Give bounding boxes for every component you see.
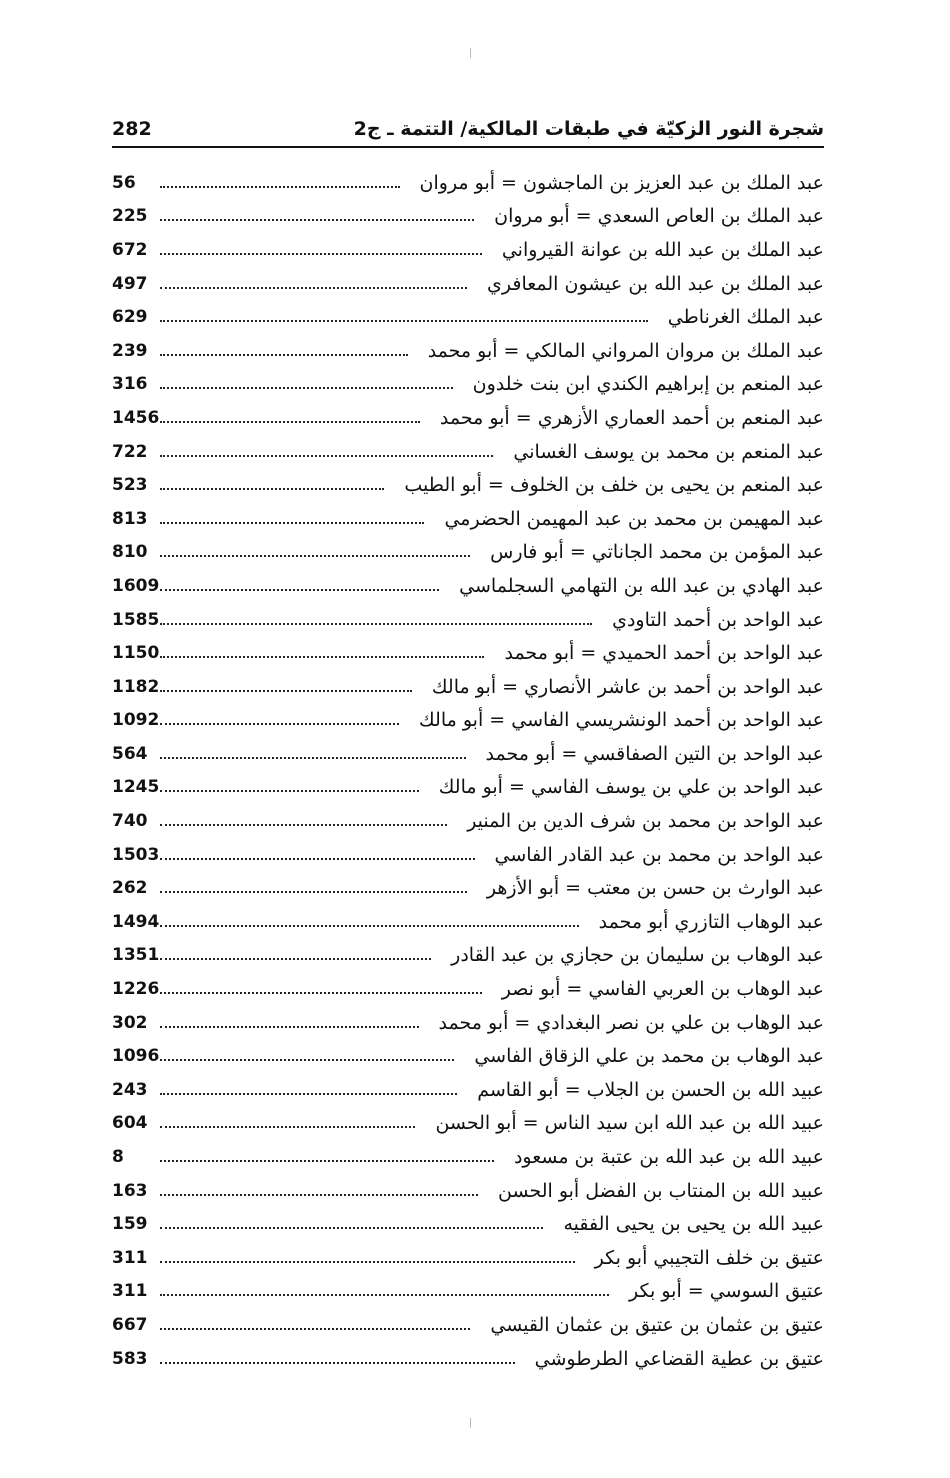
dot-leader <box>160 387 453 389</box>
dot-leader <box>160 1362 515 1364</box>
entry-page-number: 564 <box>112 743 148 764</box>
entry-name: عبد المنعم بن محمد بن يوسف الغساني <box>513 440 824 463</box>
entry-name: عتيق السوسي = أبو بكر <box>629 1280 824 1303</box>
index-entry <box>112 737 824 771</box>
dot-leader <box>160 354 408 356</box>
index-entry <box>112 233 824 267</box>
entry-name: عبيد الله بن عبد الله بن عتبة بن مسعود <box>513 1146 824 1169</box>
entry-page-number: 1503 <box>112 844 160 865</box>
entry-name: عبد الوهاب بن محمد بن علي الزقاق الفاسي <box>474 1045 824 1068</box>
entry-page-number: 604 <box>112 1113 148 1134</box>
entry-name: عبيد الله بن عبد الله ابن سيد الناس = أبو الحسن <box>435 1112 824 1135</box>
scan-mark-bottom <box>470 1418 471 1428</box>
entry-name: عبد الواحد بن محمد بن شرف الدين بن المنير <box>467 810 824 833</box>
dot-leader <box>160 320 648 322</box>
entry-name: عبد الواحد بن أحمد الحميدي = أبو محمد <box>504 642 824 665</box>
index-entry <box>112 636 824 670</box>
entry-page-number: 56 <box>112 172 136 193</box>
index-entry <box>112 838 824 872</box>
index-entry <box>112 1006 824 1040</box>
entry-name: عبد الملك بن العاص السعدي = أبو مروان <box>494 205 824 228</box>
index-entry <box>112 804 824 838</box>
entry-page-number: 262 <box>112 878 148 899</box>
entry-name: عبد الوهاب بن سليمان بن حجازي بن عبد القادر <box>451 944 824 967</box>
index-entry <box>112 972 824 1006</box>
entry-name: عبيد الله بن المنتاب بن الفضل أبو الحسن <box>498 1179 824 1202</box>
index-entry <box>112 401 824 435</box>
index-entry <box>112 435 824 469</box>
index-entry <box>112 704 824 738</box>
entry-page-number: 629 <box>112 307 148 328</box>
entry-name: عبد الوارث بن حسن بن معتب = أبو الأزهر <box>486 877 824 900</box>
entry-page-number: 1182 <box>112 676 160 697</box>
dot-leader <box>160 656 484 658</box>
entry-page-number: 311 <box>112 1281 148 1302</box>
dot-leader <box>160 1194 478 1196</box>
dot-leader <box>160 958 431 960</box>
index-entry <box>112 871 824 905</box>
entry-name: عبد المؤمن بن محمد الجاناتي = أبو فارس <box>490 541 824 564</box>
dot-leader <box>160 757 466 759</box>
dot-leader <box>160 1261 575 1263</box>
dot-leader <box>160 858 475 860</box>
entry-page-number: 239 <box>112 340 148 361</box>
entry-page-number: 8 <box>112 1147 124 1168</box>
dot-leader <box>160 1126 415 1128</box>
dot-leader <box>160 287 467 289</box>
entry-page-number: 159 <box>112 1214 148 1235</box>
index-entry <box>112 166 824 200</box>
dot-leader <box>160 1059 454 1061</box>
index-entry <box>112 468 824 502</box>
index-entry <box>112 368 824 402</box>
entry-name: عتيق بن خلف التجيبي أبو بكر <box>594 1246 824 1269</box>
index-entry <box>112 1140 824 1174</box>
entry-name: عبد الواحد بن محمد بن عبد القادر الفاسي <box>494 843 824 866</box>
dot-leader <box>160 1026 419 1028</box>
entry-page-number: 722 <box>112 441 148 462</box>
entry-page-number: 225 <box>112 206 148 227</box>
dot-leader <box>160 1093 457 1095</box>
dot-leader <box>160 690 412 692</box>
entry-page-number: 1585 <box>112 609 160 630</box>
entry-page-number: 1351 <box>112 945 160 966</box>
entry-page-number: 163 <box>112 1180 148 1201</box>
scan-mark-top <box>470 48 471 58</box>
index-entry <box>112 1174 824 1208</box>
index-entry <box>112 905 824 939</box>
index-entry <box>112 1342 824 1376</box>
entry-name: عبد الواحد بن أحمد بن عاشر الأنصاري = أبو مالك <box>431 675 824 698</box>
entry-name: عبد الملك بن عبد الله بن عوانة القيرواني <box>501 238 824 261</box>
entry-name: عبد الواحد بن أحمد التاودي <box>612 608 824 631</box>
index-entry <box>112 1073 824 1107</box>
dot-leader <box>160 1328 470 1330</box>
index-entry <box>112 334 824 368</box>
dot-leader <box>160 421 420 423</box>
dot-leader <box>160 1160 494 1162</box>
dot-leader <box>160 488 384 490</box>
entry-page-number: 1609 <box>112 575 160 596</box>
index-entry <box>112 771 824 805</box>
entry-page-number: 1494 <box>112 911 160 932</box>
dot-leader <box>160 219 474 221</box>
entry-name: عبد المنعم بن يحيى بن خلف بن الخلوف = أبو الطيب <box>404 474 824 497</box>
entry-name: عبد المنعم بن أحمد العماري الأزهري = أبو محمد <box>439 406 824 429</box>
entry-page-number: 813 <box>112 508 148 529</box>
entry-page-number: 1150 <box>112 643 160 664</box>
index-entry <box>112 536 824 570</box>
entry-name: عتيق بن عطية القضاعي الطرطوشي <box>534 1347 824 1370</box>
dot-leader <box>160 589 439 591</box>
index-entry <box>112 200 824 234</box>
dot-leader <box>160 925 579 927</box>
dot-leader <box>160 1227 543 1229</box>
entry-name: عبد الملك بن مروان المرواني المالكي = أبو محمد <box>427 339 824 362</box>
dot-leader <box>160 455 493 457</box>
entry-page-number: 1456 <box>112 407 160 428</box>
entry-page-number: 810 <box>112 542 148 563</box>
entry-page-number: 1245 <box>112 777 160 798</box>
dot-leader <box>160 623 592 625</box>
index-list <box>112 166 824 1375</box>
page-header <box>112 112 824 148</box>
index-entry <box>112 300 824 334</box>
dot-leader <box>160 253 482 255</box>
index-entry <box>112 603 824 637</box>
entry-page-number: 316 <box>112 374 148 395</box>
entry-name: عبد المهيمن بن محمد بن عبد المهيمن الحضرمي <box>444 507 824 530</box>
index-entry <box>112 939 824 973</box>
entry-page-number: 583 <box>112 1348 148 1369</box>
entry-page-number: 497 <box>112 273 148 294</box>
entry-name: عبيد الله بن الحسن بن الجلاب = أبو القاسم <box>477 1078 824 1101</box>
index-entry <box>112 1241 824 1275</box>
entry-name: عبد الواحد بن علي بن يوسف الفاسي = أبو مالك <box>438 776 824 799</box>
dot-leader <box>160 891 467 893</box>
index-entry <box>112 1107 824 1141</box>
index-entry <box>112 267 824 301</box>
index-entry <box>112 1039 824 1073</box>
index-entry <box>112 1207 824 1241</box>
dot-leader <box>160 522 424 524</box>
entry-name: عبد الملك بن عبد الله بن عيشون المعافري <box>487 272 824 295</box>
entry-page-number: 1226 <box>112 979 160 1000</box>
entry-page-number: 243 <box>112 1079 148 1100</box>
dot-leader <box>160 824 447 826</box>
index-entry <box>112 1275 824 1309</box>
entry-page-number: 1092 <box>112 710 160 731</box>
entry-name: عبد الهادي بن عبد الله بن التهامي السجلماسي <box>459 574 824 597</box>
entry-name: عبد الملك الغرناطي <box>667 306 824 329</box>
index-entry <box>112 670 824 704</box>
entry-name: عبد الواحد بن أحمد الونشريسي الفاسي = أبو مالك <box>419 709 824 732</box>
dot-leader <box>160 186 400 188</box>
entry-name: عبد الوهاب بن العربي الفاسي = أبو نصر <box>501 978 824 1001</box>
entry-name: عتيق بن عثمان بن عتيق بن عثمان القيسي <box>490 1313 824 1336</box>
entry-page-number: 672 <box>112 239 148 260</box>
running-title: شجرة النور الزكيّة في طبقات المالكية/ التتمة ـ ج2 <box>353 118 824 140</box>
entry-page-number: 523 <box>112 475 148 496</box>
entry-name: عبد الوهاب بن علي بن نصر البغدادي = أبو محمد <box>438 1011 824 1034</box>
entry-page-number: 302 <box>112 1012 148 1033</box>
entry-page-number: 667 <box>112 1314 148 1335</box>
index-entry <box>112 1308 824 1342</box>
entry-page-number: 740 <box>112 811 148 832</box>
entry-name: عبيد الله بن يحيى بن يحيى الفقيه <box>563 1213 824 1236</box>
entry-page-number: 311 <box>112 1247 148 1268</box>
dot-leader <box>160 555 470 557</box>
dot-leader <box>160 1294 609 1296</box>
entry-name: عبد الواحد بن التين الصفاقسي = أبو محمد <box>485 742 824 765</box>
entry-name: عبد الملك بن عبد العزيز بن الماجشون = أبو مروان <box>419 171 824 194</box>
dot-leader <box>160 790 419 792</box>
page-number: 282 <box>112 118 152 140</box>
index-entry <box>112 569 824 603</box>
dot-leader <box>160 992 482 994</box>
entry-name: عبد الوهاب التازري أبو محمد <box>598 910 824 933</box>
index-entry <box>112 502 824 536</box>
entry-name: عبد المنعم بن إبراهيم الكندي ابن بنت خلدون <box>472 373 824 396</box>
dot-leader <box>160 723 399 725</box>
entry-page-number: 1096 <box>112 1046 160 1067</box>
